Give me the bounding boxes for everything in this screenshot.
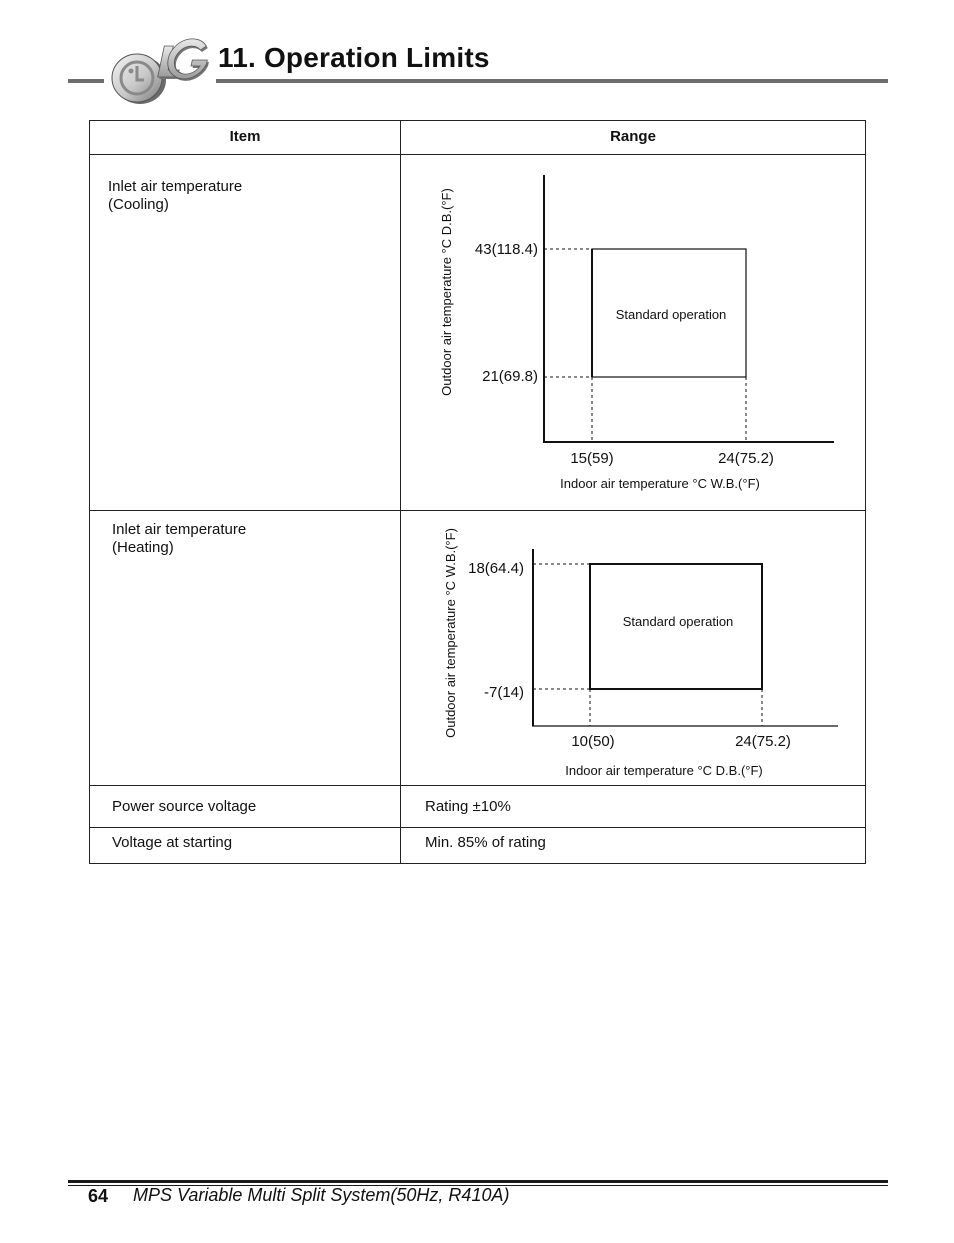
column-divider	[400, 828, 401, 864]
table-row-power-source-voltage	[90, 786, 865, 828]
range-cell-power-source-voltage: Rating ±10%	[425, 798, 511, 815]
header-rule-left	[68, 79, 104, 83]
x-tick-label: 24(75.2)	[718, 450, 774, 467]
x-tick-label: 10(50)	[571, 733, 615, 750]
y-tick-label: 43(118.4)	[474, 241, 538, 258]
y-tick-label: -7(14)	[483, 684, 524, 701]
page-title: 11. Operation Limits	[218, 42, 490, 73]
footer-document-title: MPS Variable Multi Split System(50Hz, R410A)	[133, 1185, 510, 1205]
item-cell-cooling: Inlet air temperature (Cooling)	[108, 178, 243, 213]
heating-operation-chart	[401, 511, 865, 784]
range-cell-voltage-at-starting: Min. 85% of rating	[425, 834, 546, 851]
region-label: Standard operation	[622, 614, 734, 629]
operation-limits-table	[89, 120, 866, 864]
y-tick-label: 21(69.8)	[482, 368, 538, 385]
footer-rule-thick	[68, 1180, 888, 1183]
column-header-item: Item	[229, 128, 261, 145]
y-axis-label: Outdoor air temperature °C W.B.(°F)	[443, 528, 458, 738]
x-tick-label: 24(75.2)	[735, 733, 791, 750]
table-row-voltage-at-starting	[90, 828, 865, 864]
header-rule-right	[216, 79, 888, 83]
column-divider	[400, 786, 401, 827]
y-tick-label: 18(64.4)	[468, 560, 524, 577]
y-axis-label: Outdoor air temperature °C D.B.(°F)	[439, 188, 454, 396]
item-cell-heating: Inlet air temperature (Heating)	[112, 521, 247, 556]
x-axis-label: Indoor air temperature °C W.B.(°F)	[560, 476, 760, 491]
lg-logo-icon	[106, 38, 216, 108]
item-cell-power-source-voltage: Power source voltage	[112, 798, 257, 815]
x-tick-label: 15(59)	[570, 450, 614, 467]
table-row-heating	[90, 511, 865, 786]
region-label: Standard operation	[615, 307, 727, 322]
cooling-operation-chart	[401, 155, 865, 509]
x-axis-label: Indoor air temperature °C D.B.(°F)	[565, 763, 763, 778]
item-cell-voltage-at-starting: Voltage at starting	[112, 834, 233, 851]
table-header-row	[90, 121, 865, 155]
page-number: 64	[88, 1186, 109, 1206]
column-header-range: Range	[610, 128, 656, 145]
table-row-cooling	[90, 155, 865, 511]
